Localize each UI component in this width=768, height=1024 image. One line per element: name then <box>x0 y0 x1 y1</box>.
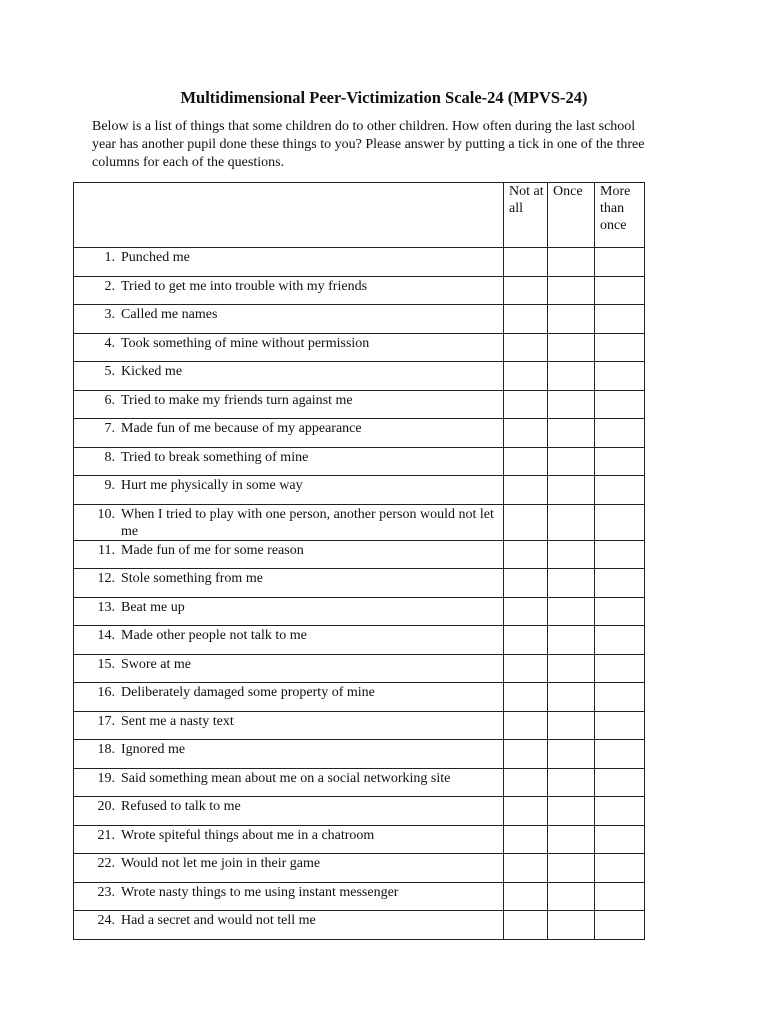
table-row <box>74 597 645 626</box>
question <box>74 541 503 559</box>
tick-box-more-than-once[interactable] <box>595 711 645 740</box>
question-cell <box>74 362 504 391</box>
question-text: Sent me a nasty text <box>121 713 234 729</box>
table-row <box>74 276 645 305</box>
tick-box-not-at-all[interactable] <box>504 540 548 569</box>
tick-box-not-at-all[interactable] <box>504 797 548 826</box>
tick-box-not-at-all[interactable] <box>504 626 548 655</box>
tick-box-not-at-all[interactable] <box>504 569 548 598</box>
question-cell <box>74 504 504 540</box>
question-number: 19. <box>97 770 115 786</box>
tick-box-once[interactable] <box>548 626 595 655</box>
question-text: Made fun of me for some reason <box>121 542 304 558</box>
table-row <box>74 419 645 448</box>
question-cell <box>74 476 504 505</box>
question-text: Made other people not talk to me <box>121 628 307 643</box>
tick-box-once[interactable] <box>548 683 595 712</box>
question-cell <box>74 333 504 362</box>
question <box>74 826 503 844</box>
tick-box-more-than-once[interactable] <box>595 882 645 911</box>
item-header-cell <box>74 183 504 248</box>
tick-box-more-than-once[interactable] <box>595 362 645 391</box>
question-text: Swore at me <box>121 656 191 672</box>
question-cell <box>74 248 504 277</box>
table-row <box>74 768 645 797</box>
table-row <box>74 362 645 391</box>
tick-box-once[interactable] <box>548 504 595 540</box>
question-text: When I tried to play with one person, another person would not let me <box>121 506 494 539</box>
question-number: 23. <box>97 884 115 900</box>
table-row <box>74 540 645 569</box>
table-row <box>74 504 645 540</box>
tick-box-not-at-all[interactable] <box>504 333 548 362</box>
tick-box-more-than-once[interactable] <box>595 333 645 362</box>
question-number: 13. <box>97 599 115 615</box>
question-text: Said something mean about me on a social networking site <box>121 770 451 786</box>
column-header-once: Once <box>548 183 595 248</box>
tick-box-more-than-once[interactable] <box>595 504 645 540</box>
tick-box-not-at-all[interactable] <box>504 768 548 797</box>
question-text: Refused to talk to me <box>121 799 241 814</box>
question-text: Beat me up <box>121 599 185 615</box>
tick-box-more-than-once[interactable] <box>595 248 645 277</box>
question-number: 21. <box>97 827 115 843</box>
question-text: Wrote spiteful things about me in a chatroom <box>121 827 375 843</box>
table-row <box>74 476 645 505</box>
question-cell <box>74 447 504 476</box>
question-cell <box>74 305 504 334</box>
question-number: 1. <box>104 250 115 265</box>
question-number: 18. <box>97 742 115 757</box>
question-text: Tried to get me into trouble with my friends <box>121 278 368 294</box>
tick-box-more-than-once[interactable] <box>595 597 645 626</box>
question-cell <box>74 711 504 740</box>
tick-box-not-at-all[interactable] <box>504 597 548 626</box>
tick-box-not-at-all[interactable] <box>504 882 548 911</box>
question-cell <box>74 540 504 569</box>
question-text: Tried to make my friends turn against me <box>121 392 353 408</box>
table-row <box>74 447 645 476</box>
question-text: Made fun of me because of my appearance <box>121 421 362 436</box>
tick-box-more-than-once[interactable] <box>595 419 645 448</box>
tick-box-more-than-once[interactable] <box>595 797 645 826</box>
question <box>74 626 503 644</box>
tick-box-once[interactable] <box>548 390 595 419</box>
question-number: 14. <box>97 628 115 643</box>
tick-box-more-than-once[interactable] <box>595 626 645 655</box>
tick-box-not-at-all[interactable] <box>504 419 548 448</box>
question <box>74 797 503 815</box>
question-cell <box>74 390 504 419</box>
question-text: Called me names <box>121 307 218 322</box>
tick-box-more-than-once[interactable] <box>595 540 645 569</box>
question <box>74 362 503 380</box>
tick-box-once[interactable] <box>548 740 595 769</box>
question <box>74 476 503 494</box>
question-number: 4. <box>104 335 115 351</box>
tick-box-more-than-once[interactable] <box>595 911 645 940</box>
table-row <box>74 711 645 740</box>
tick-box-once[interactable] <box>548 569 595 598</box>
question <box>74 883 503 901</box>
question-cell <box>74 854 504 883</box>
tick-box-more-than-once[interactable] <box>595 740 645 769</box>
question-number: 20. <box>97 799 115 814</box>
question <box>74 655 503 673</box>
question <box>74 448 503 466</box>
question-cell <box>74 654 504 683</box>
question <box>74 248 503 266</box>
question-number: 6. <box>104 392 115 408</box>
question <box>74 598 503 616</box>
question-text: Took something of mine without permission <box>121 335 370 351</box>
question <box>74 740 503 758</box>
tick-box-not-at-all[interactable] <box>504 683 548 712</box>
question <box>74 683 503 701</box>
table-row <box>74 248 645 277</box>
tick-box-more-than-once[interactable] <box>595 654 645 683</box>
question-text: Wrote nasty things to me using instant messenger <box>121 884 399 900</box>
question <box>74 569 503 587</box>
tick-box-once[interactable] <box>548 419 595 448</box>
table-row <box>74 882 645 911</box>
question-number: 8. <box>104 449 115 465</box>
question <box>74 911 503 929</box>
question-text: Would not let me join in their game <box>121 856 321 871</box>
question-number: 15. <box>97 656 115 672</box>
question-text: Stole something from me <box>121 571 263 586</box>
question-cell <box>74 569 504 598</box>
header-row <box>74 183 645 248</box>
question-text: Deliberately damaged some property of mine <box>121 685 375 700</box>
question <box>74 334 503 352</box>
question-text: Hurt me physically in some way <box>121 478 303 493</box>
question-cell <box>74 768 504 797</box>
question-number: 24. <box>97 913 115 928</box>
question-number: 16. <box>97 685 115 700</box>
table-row <box>74 740 645 769</box>
tick-box-not-at-all[interactable] <box>504 854 548 883</box>
table-row <box>74 305 645 334</box>
question-text: Kicked me <box>121 364 183 379</box>
question-cell <box>74 740 504 769</box>
tick-box-once[interactable] <box>548 854 595 883</box>
question-text: Tried to break something of mine <box>121 449 309 465</box>
tick-box-not-at-all[interactable] <box>504 248 548 277</box>
tick-box-once[interactable] <box>548 711 595 740</box>
tick-box-once[interactable] <box>548 305 595 334</box>
tick-box-not-at-all[interactable] <box>504 276 548 305</box>
question-rows <box>74 248 645 940</box>
tick-box-not-at-all[interactable] <box>504 740 548 769</box>
question <box>74 712 503 730</box>
instructions-text: Below is a list of things that some children do to other children. How often during the last school year has another pupil done these things to you? Please answer by putting a tick in one of the three columns for each of the questions. <box>92 119 645 170</box>
question <box>74 769 503 787</box>
question-number: 17. <box>97 713 115 729</box>
tick-box-once[interactable] <box>548 248 595 277</box>
table-row <box>74 683 645 712</box>
question-number: 11. <box>98 542 115 558</box>
column-header-not-at-all: Not at all <box>504 183 548 248</box>
tick-box-not-at-all[interactable] <box>504 390 548 419</box>
tick-box-more-than-once[interactable] <box>595 276 645 305</box>
tick-box-once[interactable] <box>548 447 595 476</box>
question-cell <box>74 911 504 940</box>
tick-box-once[interactable] <box>548 825 595 854</box>
tick-box-more-than-once[interactable] <box>595 476 645 505</box>
table-row <box>74 825 645 854</box>
question-number: 9. <box>104 478 115 493</box>
tick-box-more-than-once[interactable] <box>595 768 645 797</box>
table-row <box>74 569 645 598</box>
questionnaire-table <box>73 182 645 940</box>
question-cell <box>74 882 504 911</box>
question <box>74 391 503 409</box>
tick-box-not-at-all[interactable] <box>504 305 548 334</box>
tick-box-once[interactable] <box>548 797 595 826</box>
question-cell <box>74 825 504 854</box>
table-row <box>74 911 645 940</box>
tick-box-once[interactable] <box>548 276 595 305</box>
question-number: 5. <box>104 364 115 379</box>
tick-box-not-at-all[interactable] <box>504 654 548 683</box>
tick-box-once[interactable] <box>548 654 595 683</box>
question-cell <box>74 626 504 655</box>
question <box>74 505 503 540</box>
tick-box-once[interactable] <box>548 768 595 797</box>
question <box>74 854 503 872</box>
question-number: 2. <box>104 278 115 294</box>
column-header-more-than-once: More than once <box>595 183 645 248</box>
tick-box-more-than-once[interactable] <box>595 390 645 419</box>
tick-box-once[interactable] <box>548 476 595 505</box>
tick-box-not-at-all[interactable] <box>504 504 548 540</box>
tick-box-once[interactable] <box>548 882 595 911</box>
question-cell <box>74 597 504 626</box>
table-row <box>74 854 645 883</box>
tick-box-once[interactable] <box>548 911 595 940</box>
question-text: Ignored me <box>121 742 186 757</box>
table-row <box>74 626 645 655</box>
question <box>74 419 503 437</box>
table-row <box>74 654 645 683</box>
tick-box-once[interactable] <box>548 597 595 626</box>
question <box>74 305 503 323</box>
question-cell <box>74 276 504 305</box>
question <box>74 277 503 295</box>
tick-box-more-than-once[interactable] <box>595 305 645 334</box>
tick-box-more-than-once[interactable] <box>595 447 645 476</box>
tick-box-not-at-all[interactable] <box>504 911 548 940</box>
tick-box-not-at-all[interactable] <box>504 362 548 391</box>
question-text: Punched me <box>121 250 190 265</box>
tick-box-not-at-all[interactable] <box>504 447 548 476</box>
tick-box-not-at-all[interactable] <box>504 476 548 505</box>
tick-box-more-than-once[interactable] <box>595 569 645 598</box>
table-row <box>74 797 645 826</box>
tick-box-more-than-once[interactable] <box>595 683 645 712</box>
question-number: 10. <box>97 506 115 522</box>
question-cell <box>74 797 504 826</box>
tick-box-once[interactable] <box>548 333 595 362</box>
question-number: 3. <box>104 307 115 322</box>
question-number: 7. <box>104 421 115 436</box>
tick-box-more-than-once[interactable] <box>595 854 645 883</box>
question-cell <box>74 419 504 448</box>
question-cell <box>74 683 504 712</box>
tick-box-once[interactable] <box>548 362 595 391</box>
document-title: Multidimensional Peer-Victimization Scale-24 (MPVS-24) <box>180 88 588 107</box>
question-text: Had a secret and would not tell me <box>121 913 316 928</box>
tick-box-more-than-once[interactable] <box>595 825 645 854</box>
tick-box-not-at-all[interactable] <box>504 825 548 854</box>
table-row <box>74 390 645 419</box>
tick-box-not-at-all[interactable] <box>504 711 548 740</box>
tick-box-once[interactable] <box>548 540 595 569</box>
question-number: 22. <box>97 856 115 871</box>
table-row <box>74 333 645 362</box>
question-number: 12. <box>97 571 115 586</box>
